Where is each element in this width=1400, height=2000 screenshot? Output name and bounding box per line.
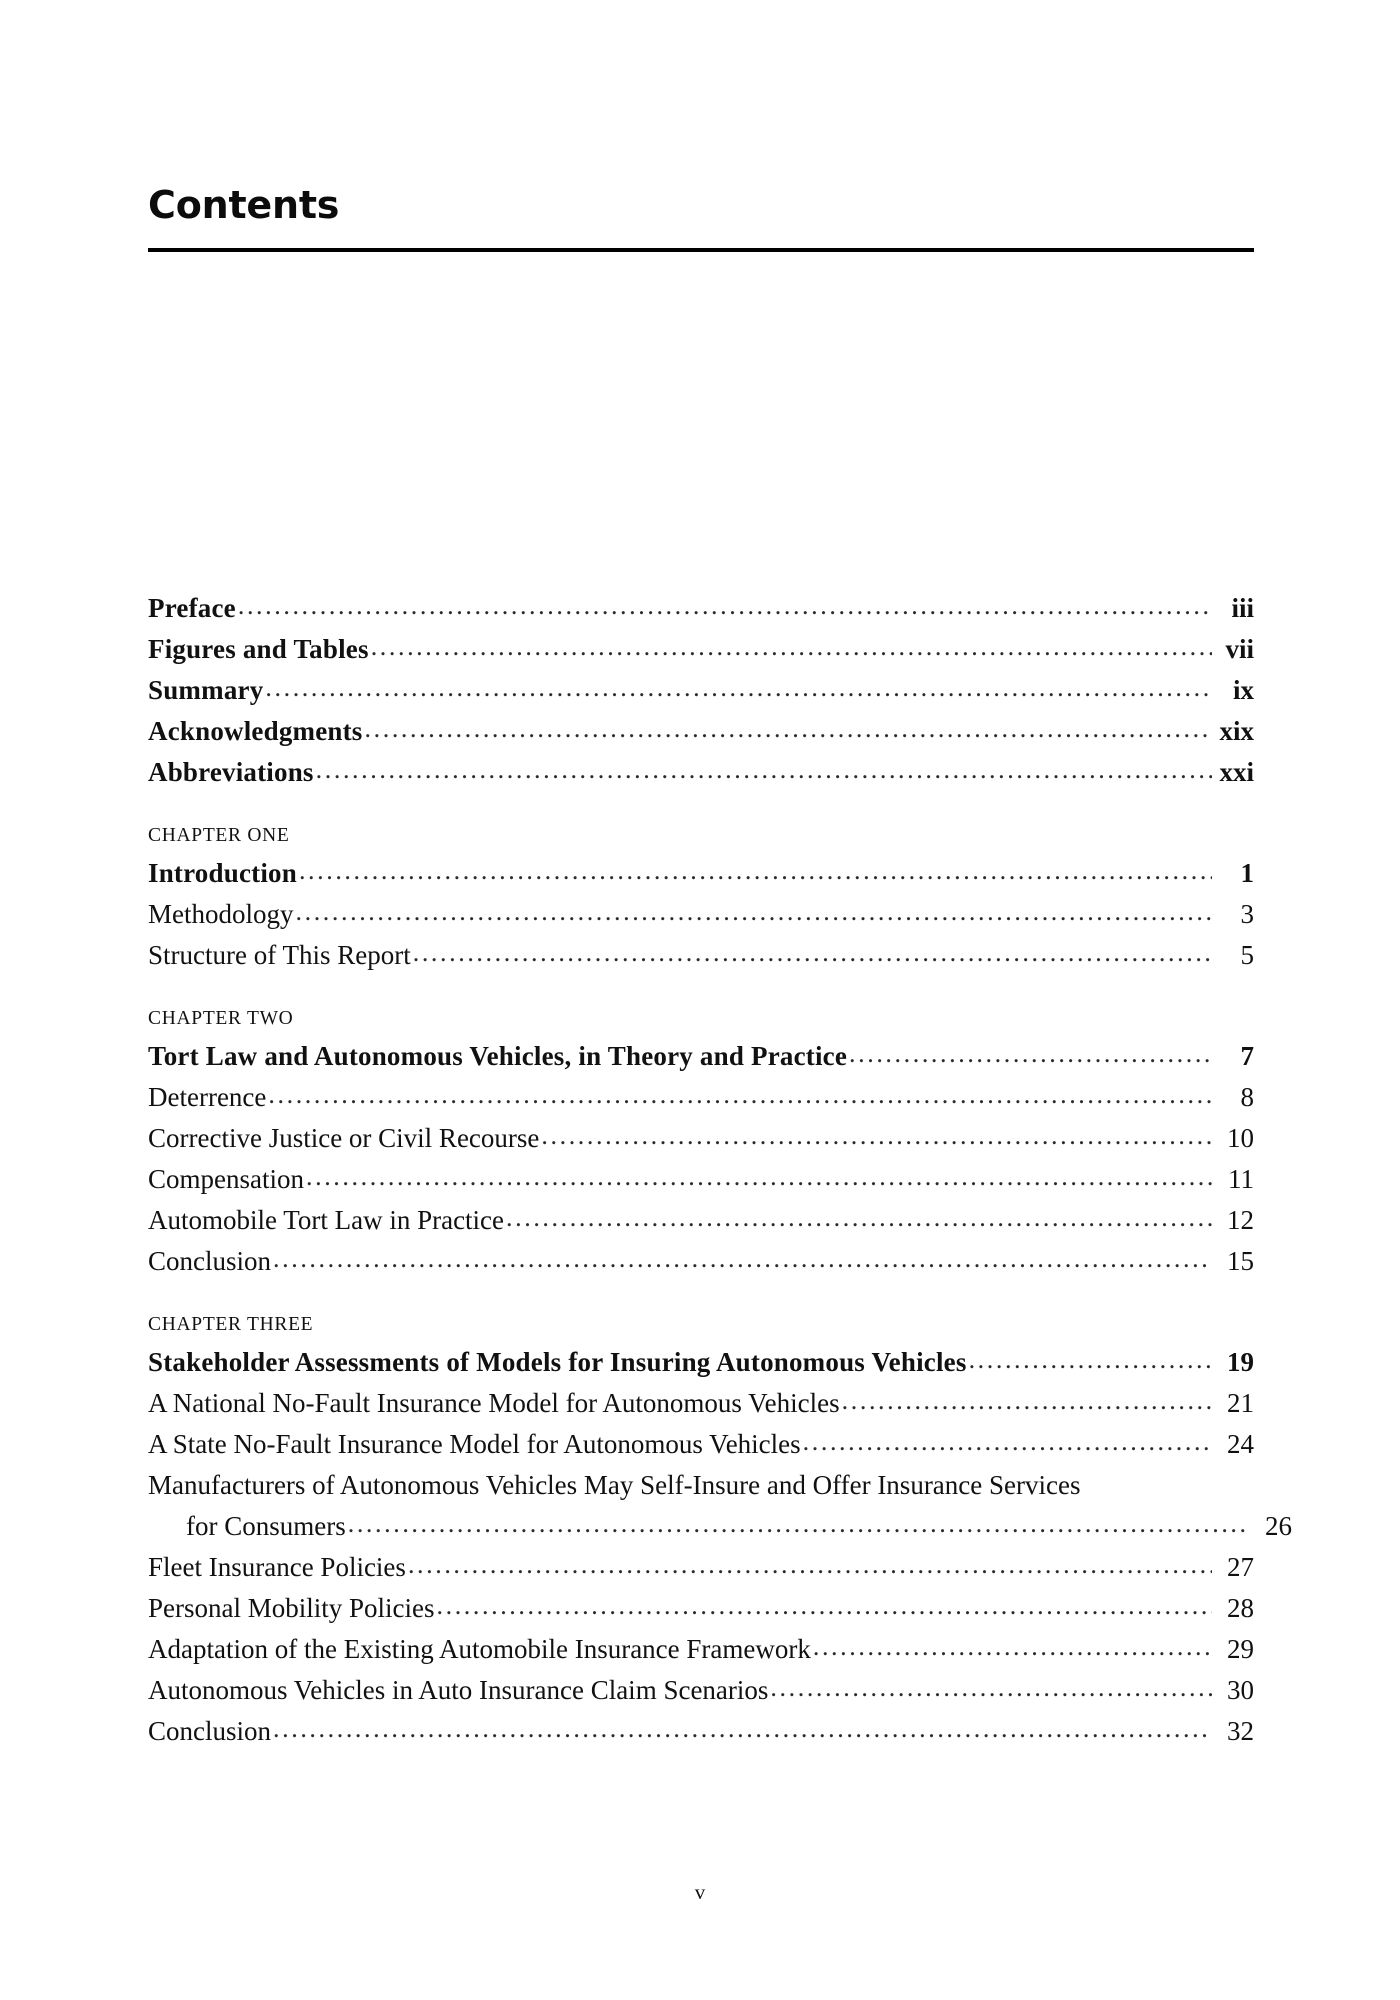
toc-entry-section[interactable] bbox=[148, 1383, 1254, 1424]
toc-entry-section[interactable] bbox=[148, 1629, 1254, 1670]
toc-entry-title: Structure of This Report bbox=[148, 940, 411, 970]
dot-leader bbox=[316, 749, 1212, 790]
toc-entry-title: Acknowledgments bbox=[148, 716, 363, 746]
dot-leader bbox=[803, 1421, 1212, 1462]
dot-leader bbox=[969, 1339, 1212, 1380]
toc-entry-page-number: 29 bbox=[1227, 1634, 1254, 1664]
dot-leader bbox=[265, 667, 1212, 708]
toc-entry-section[interactable] bbox=[148, 1159, 1254, 1200]
toc-entry-page-number: 8 bbox=[1240, 1082, 1254, 1112]
toc-entry-title: Tort Law and Autonomous Vehicles, in Theory and Practice bbox=[148, 1041, 848, 1071]
toc-entry-page-number: 28 bbox=[1227, 1593, 1254, 1623]
chapter-group bbox=[148, 819, 1254, 976]
dot-leader bbox=[296, 891, 1213, 932]
toc-entry-page-number: 7 bbox=[1240, 1041, 1254, 1071]
toc-entry-section[interactable] bbox=[148, 1424, 1254, 1465]
toc-entry-page-number: 26 bbox=[1265, 1511, 1292, 1541]
toc-entry-page-number: 21 bbox=[1227, 1388, 1254, 1418]
toc-entry-page-number: 1 bbox=[1240, 858, 1254, 888]
toc-entry-page-number: 11 bbox=[1228, 1164, 1254, 1194]
toc-entry-title: Conclusion bbox=[148, 1716, 272, 1746]
toc-entry-chapter-title[interactable] bbox=[148, 1036, 1254, 1077]
chapter-label: CHAPTER THREE bbox=[148, 1314, 314, 1335]
dot-leader bbox=[413, 932, 1212, 973]
dot-leader bbox=[371, 626, 1212, 667]
toc-entry-title: Abbreviations bbox=[148, 757, 314, 787]
toc-entry-title: Conclusion bbox=[148, 1246, 272, 1276]
chapter-group bbox=[148, 1308, 1292, 1752]
toc-entry-title: Summary bbox=[148, 675, 264, 705]
toc-entry-title: for Consumers bbox=[186, 1511, 346, 1541]
toc-entry-section[interactable] bbox=[148, 1588, 1254, 1629]
toc-entry-page-number: 32 bbox=[1227, 1716, 1254, 1746]
dot-leader bbox=[408, 1544, 1212, 1585]
toc-entry-page-number: 15 bbox=[1227, 1246, 1254, 1276]
dot-leader bbox=[299, 850, 1212, 891]
toc-entry-section-continuation[interactable] bbox=[148, 1506, 1292, 1547]
toc-entry-page-number: 10 bbox=[1227, 1123, 1254, 1153]
toc-entry-title: Methodology bbox=[148, 899, 294, 929]
toc-entry-page-number: xix bbox=[1219, 716, 1254, 746]
toc-entry-section[interactable] bbox=[148, 894, 1254, 935]
toc-entry-title: A National No-Fault Insurance Model for Autonomous Vehicles bbox=[148, 1388, 840, 1418]
toc-entry-title: Corrective Justice or Civil Recourse bbox=[148, 1123, 540, 1153]
dot-leader bbox=[770, 1667, 1212, 1708]
toc-entry-page-number: vii bbox=[1225, 634, 1254, 664]
toc-entry-title: Introduction bbox=[148, 858, 297, 888]
toc-entry-page-number: 12 bbox=[1227, 1205, 1254, 1235]
toc-entry-title: Deterrence bbox=[148, 1082, 267, 1112]
toc-entry-page-number: 19 bbox=[1227, 1347, 1254, 1377]
chapter-label: CHAPTER ONE bbox=[148, 825, 290, 846]
toc-entry-front-matter[interactable] bbox=[148, 670, 1254, 711]
toc-entry-page-number: 30 bbox=[1227, 1675, 1254, 1705]
dot-leader bbox=[506, 1197, 1212, 1238]
toc-entry-page-number: 3 bbox=[1240, 899, 1254, 929]
dot-leader bbox=[273, 1708, 1212, 1749]
page-title: Contents bbox=[148, 183, 340, 227]
toc-entry-chapter-title[interactable] bbox=[148, 1342, 1254, 1383]
toc-entry-title: Autonomous Vehicles in Auto Insurance Claim Scenarios bbox=[148, 1675, 769, 1705]
toc-entry-chapter-title[interactable] bbox=[148, 853, 1254, 894]
toc-entry-section[interactable] bbox=[148, 935, 1254, 976]
toc-entry-front-matter[interactable] bbox=[148, 629, 1254, 670]
toc-entry-title: Adaptation of the Existing Automobile Insurance Framework bbox=[148, 1634, 811, 1664]
dot-leader bbox=[268, 1074, 1212, 1115]
toc-entry-title: Personal Mobility Policies bbox=[148, 1593, 435, 1623]
chapter-label: CHAPTER TWO bbox=[148, 1008, 294, 1029]
dot-leader bbox=[849, 1033, 1212, 1074]
dot-leader bbox=[365, 708, 1212, 749]
heading-divider bbox=[148, 248, 1254, 252]
toc-entry-title: Stakeholder Assessments of Models for Insuring Autonomous Vehicles bbox=[148, 1347, 967, 1377]
toc-entry-section[interactable] bbox=[148, 1670, 1254, 1711]
toc-entry-title: Automobile Tort Law in Practice bbox=[148, 1205, 505, 1235]
toc-entry-list bbox=[148, 588, 1292, 1752]
toc-entry-title: Fleet Insurance Policies bbox=[148, 1552, 406, 1582]
toc-entry-title: Preface bbox=[148, 593, 236, 623]
page-folio: v bbox=[694, 1880, 706, 1904]
toc-entry-section[interactable] bbox=[148, 1200, 1254, 1241]
toc-entry-title: A State No-Fault Insurance Model for Autonomous Vehicles bbox=[148, 1429, 801, 1459]
dot-leader bbox=[541, 1115, 1212, 1156]
toc-entry-page-number: iii bbox=[1231, 593, 1254, 623]
dot-leader bbox=[437, 1585, 1213, 1626]
toc-entry-page-number: 24 bbox=[1227, 1429, 1254, 1459]
toc-entry-section-wrapped[interactable] bbox=[148, 1465, 1254, 1506]
dot-leader bbox=[842, 1380, 1212, 1421]
chapter-group bbox=[148, 1002, 1254, 1282]
dot-leader bbox=[273, 1238, 1212, 1279]
toc-entry-page-number: 5 bbox=[1240, 940, 1254, 970]
front-matter-group bbox=[148, 588, 1254, 793]
toc-entry-section[interactable] bbox=[148, 1077, 1254, 1118]
toc-entry-section[interactable] bbox=[148, 1241, 1254, 1282]
toc-entry-title: Figures and Tables bbox=[148, 634, 369, 664]
toc-entry-page-number: xxi bbox=[1219, 757, 1254, 787]
toc-entry-section[interactable] bbox=[148, 1711, 1254, 1752]
toc-entry-front-matter[interactable] bbox=[148, 752, 1254, 793]
toc-entry-page-number: 27 bbox=[1227, 1552, 1254, 1582]
dot-leader bbox=[238, 585, 1212, 626]
toc-entry-front-matter[interactable] bbox=[148, 711, 1254, 752]
toc-entry-page-number: ix bbox=[1232, 675, 1254, 705]
toc-entry-section[interactable] bbox=[148, 1547, 1254, 1588]
dot-leader bbox=[306, 1156, 1212, 1197]
toc-entry-title: Manufacturers of Autonomous Vehicles May Self-Insure and Offer Insurance Services bbox=[148, 1470, 1081, 1500]
toc-entry-section[interactable] bbox=[148, 1118, 1254, 1159]
toc-entry-title: Compensation bbox=[148, 1164, 304, 1194]
dot-leader bbox=[348, 1503, 1250, 1544]
toc-entry-front-matter[interactable] bbox=[148, 588, 1254, 629]
dot-leader bbox=[813, 1626, 1212, 1667]
